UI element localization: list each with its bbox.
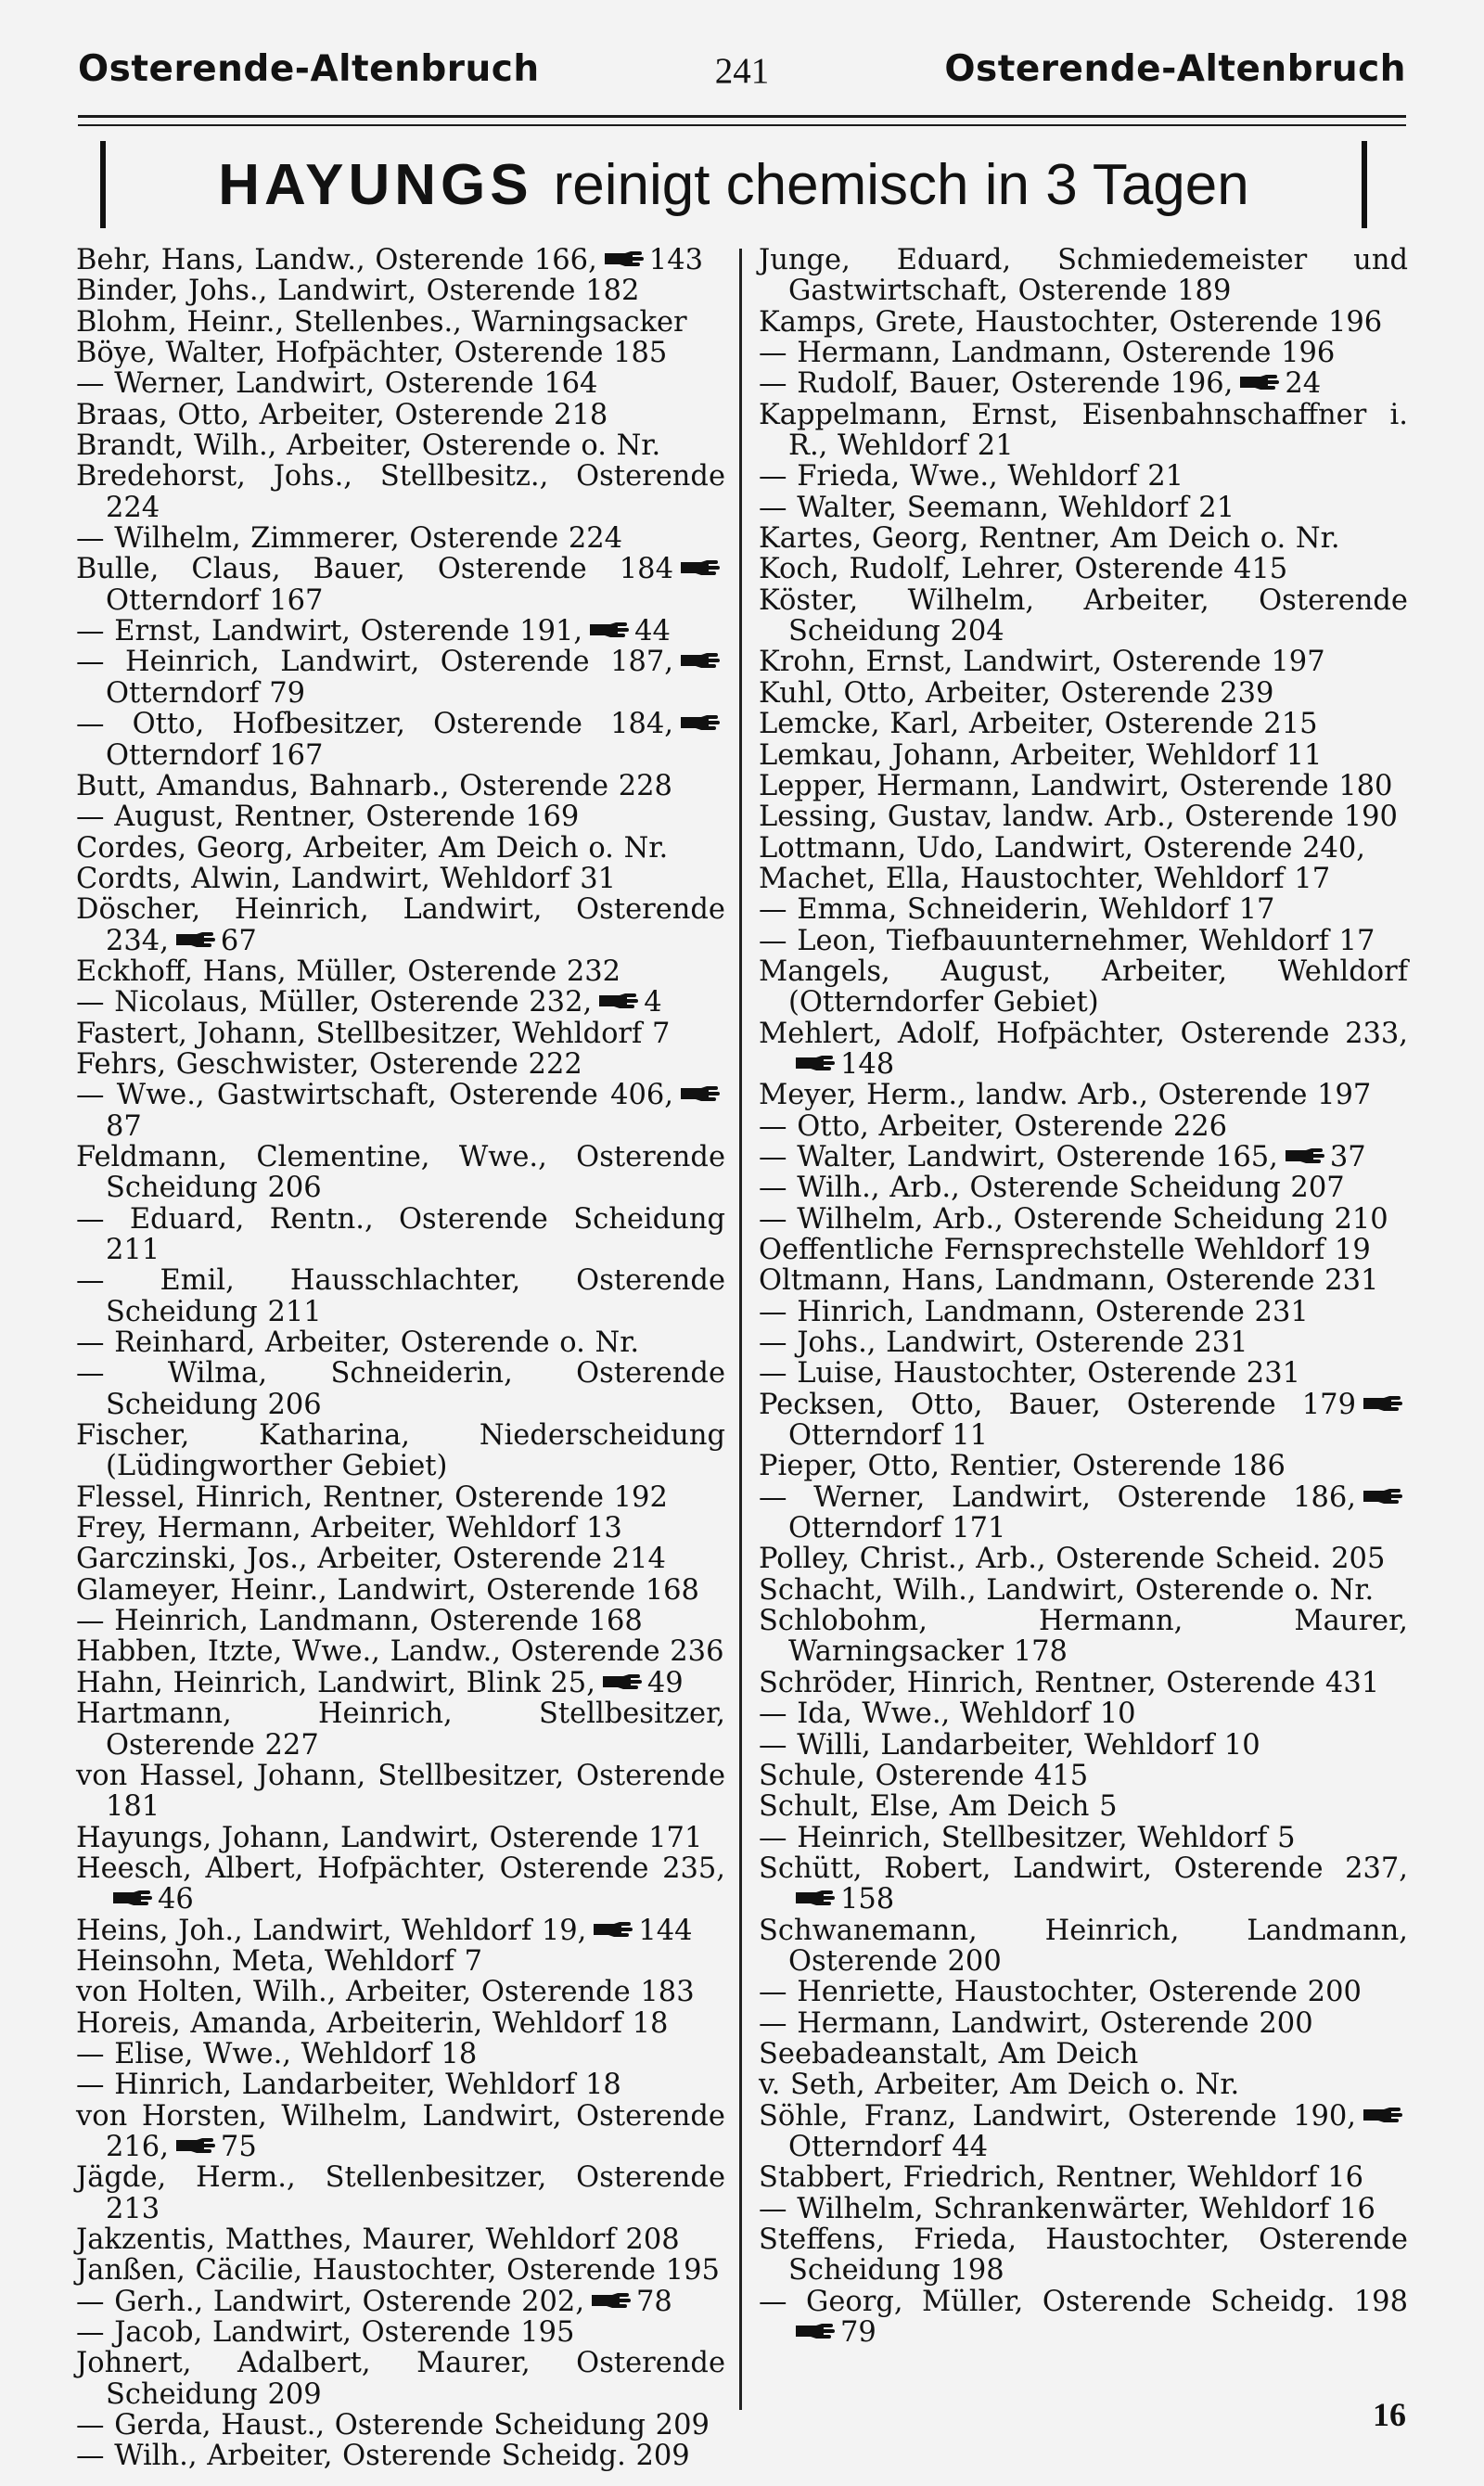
entry-text: Stabbert, Friedrich, Rentner, Wehldorf 16 — [759, 2161, 1363, 2195]
entry-text: Kartes, Georg, Rentner, Am Deich o. Nr. — [759, 522, 1340, 556]
entry-phone: 4 — [644, 986, 662, 1019]
directory-entry — [76, 2441, 725, 2471]
entry-phone: 67 — [220, 924, 257, 957]
entry-text: Lottmann, Udo, Landwirt, Osterende 240, — [759, 831, 1366, 865]
entry-text: Schlobohm, Hermann, Maurer, Warningsacker 178 — [759, 1605, 1408, 1669]
entry-text: Hartmann, Heinrich, Stellbesitzer, Osterende 227 — [76, 1698, 725, 1762]
directory-entry — [76, 1575, 725, 1606]
entry-text: Bulle, Claus, Bauer, Osterende 184 — [76, 553, 673, 586]
directory-entry — [76, 2101, 725, 2163]
entry-text: Frey, Hermann, Arbeiter, Wehldorf 13 — [76, 1512, 622, 1545]
entry-text: — Wilh., Arb., Osterende Scheidung 207 — [759, 1172, 1345, 1205]
entry-phone: 24 — [1285, 367, 1322, 401]
directory-entry — [76, 2317, 725, 2348]
entry-text: Lepper, Hermann, Landwirt, Osterende 180 — [759, 769, 1393, 802]
running-header — [78, 48, 1406, 95]
directory-entry — [76, 554, 725, 616]
directory-entry — [76, 2070, 725, 2100]
left-column-entries — [76, 245, 725, 2472]
entry-text: Meyer, Herm., landw. Arb., Osterende 197 — [759, 1079, 1372, 1112]
telephone-icon — [597, 992, 638, 1008]
entry-text: — Wilma, Schneiderin, Osterende Scheidung 206 — [76, 1357, 725, 1421]
directory-entry — [759, 1761, 1408, 1791]
telephone-icon — [679, 1084, 720, 1101]
entry-text: Oeffentliche Fernsprechstelle Wehldorf 19 — [759, 1234, 1371, 1266]
entry-text: Behr, Hans, Landw., Osterende 166, — [76, 244, 597, 276]
telephone-icon — [1362, 1394, 1402, 1411]
column-divider — [739, 249, 742, 2410]
entry-text: Hayungs, Johann, Landwirt, Osterende 171 — [76, 1821, 703, 1854]
telephone-icon — [794, 2322, 835, 2339]
entry-text: Horeis, Amanda, Arbeiterin, Wehldorf 18 — [76, 2006, 669, 2040]
header-rule-bottom — [78, 124, 1406, 126]
entry-text: Hahn, Heinrich, Landwirt, Blink 25, — [76, 1666, 595, 1699]
directory-entry — [759, 1668, 1408, 1698]
directory-entry — [76, 647, 725, 709]
directory-entry — [76, 1019, 725, 1049]
entry-phone: 37 — [1329, 1140, 1366, 1173]
entry-phone: Otterndorf 79 — [106, 676, 306, 710]
entry-text: von Horsten, Wilhelm, Landwirt, Osterende 216, — [76, 2099, 725, 2163]
entry-text: Machet, Ella, Haustochter, Wehldorf 17 — [759, 862, 1331, 895]
entry-phone: 44 — [634, 615, 671, 648]
entry-text: Heesch, Albert, Hofpächter, Osterende 235, — [76, 1852, 725, 1885]
entry-text: Fastert, Johann, Stellbesitzer, Wehldorf 7 — [76, 1017, 671, 1050]
directory-entry — [76, 276, 725, 306]
entry-text: Schütt, Robert, Landwirt, Osterende 237, — [759, 1852, 1408, 1885]
directory-entry — [759, 1791, 1408, 1822]
telephone-icon — [592, 1920, 633, 1937]
entry-text: Blohm, Heinr., Stellenbes., Warningsacker — [76, 305, 687, 339]
directory-entry — [76, 616, 725, 647]
ad-brand-name: HAYUNGS — [218, 152, 533, 217]
telephone-icon — [794, 1889, 835, 1905]
entry-text: Junge, Eduard, Schmiedemeister und Gastwirtschaft, Osterende 189 — [759, 244, 1408, 308]
directory-entry — [76, 1946, 725, 1977]
directory-entry — [76, 1544, 725, 1574]
directory-entry — [759, 1265, 1408, 1296]
telephone-icon — [174, 2136, 215, 2153]
directory-entry — [76, 709, 725, 771]
directory-entry — [76, 833, 725, 864]
telephone-icon — [111, 1889, 152, 1905]
directory-entry — [759, 1544, 1408, 1574]
entry-phone: 79 — [840, 2316, 876, 2350]
telephone-icon — [679, 651, 720, 668]
entry-text: Bredehorst, Johs., Stellbesitz., Osterende 224 — [76, 460, 725, 524]
entry-text: Seebadeanstalt, Am Deich — [759, 2037, 1139, 2070]
directory-entry — [759, 523, 1408, 554]
entry-text: Schröder, Hinrich, Rentner, Osterende 431 — [759, 1666, 1380, 1699]
directory-entry — [76, 400, 725, 430]
directory-entry — [759, 2194, 1408, 2224]
directory-entry — [759, 1730, 1408, 1761]
directory-entry — [759, 1327, 1408, 1358]
telephone-icon — [679, 713, 720, 730]
directory-entry — [759, 1358, 1408, 1389]
page-number: 241 — [714, 51, 770, 91]
entry-text: Schacht, Wilh., Landwirt, Osterende o. Nr. — [759, 1573, 1375, 1607]
entry-text: — Wilhelm, Schrankenwärter, Wehldorf 16 — [759, 2192, 1375, 2225]
directory-entry — [76, 461, 725, 523]
entry-text: Heinsohn, Meta, Wehldorf 7 — [76, 1944, 483, 1978]
directory-entry — [76, 1698, 725, 1761]
right-column-entries — [759, 245, 1408, 2348]
directory-entry — [76, 1265, 725, 1327]
entry-text: Habben, Itzte, Wwe., Landw., Osterende 236 — [76, 1635, 724, 1669]
entry-text: Glameyer, Heinr., Landwirt, Osterende 168 — [76, 1573, 699, 1607]
entry-text: Köster, Wilhelm, Arbeiter, Osterende Scheidung 204 — [759, 583, 1408, 648]
telephone-icon — [1362, 2106, 1402, 2122]
entry-text: Steffens, Frieda, Haustochter, Osterende Scheidung 198 — [759, 2223, 1408, 2287]
entry-text: Cordes, Georg, Arbeiter, Am Deich o. Nr. — [76, 831, 669, 865]
header-rule-top — [78, 115, 1406, 118]
entry-text: Döscher, Heinrich, Landwirt, Osterende 234, — [76, 893, 725, 957]
directory-entry — [76, 2255, 725, 2286]
entry-text: Eckhoff, Hans, Müller, Osterende 232 — [76, 955, 621, 988]
directory-entry — [759, 1080, 1408, 1110]
directory-entry — [76, 1916, 725, 1946]
entry-text: Fehrs, Geschwister, Osterende 222 — [76, 1047, 582, 1081]
directory-entry — [76, 1668, 725, 1698]
entry-text: Schule, Osterende 415 — [759, 1759, 1089, 1792]
entry-text: — August, Rentner, Osterende 169 — [76, 801, 580, 834]
directory-entry — [759, 801, 1408, 832]
entry-text: Söhle, Franz, Landwirt, Osterende 190, — [759, 2099, 1356, 2133]
entry-text: Feldmann, Clementine, Wwe., Osterende Scheidung 206 — [76, 1140, 725, 1205]
telephone-icon — [1284, 1147, 1324, 1163]
entry-text: Koch, Rudolf, Lehrer, Osterende 415 — [759, 553, 1288, 586]
directory-entry — [759, 740, 1408, 771]
telephone-icon — [174, 930, 215, 947]
directory-entry — [759, 2224, 1408, 2287]
directory-entry — [759, 1606, 1408, 1668]
directory-entry — [759, 554, 1408, 584]
directory-entry — [759, 1698, 1408, 1729]
printer-signature: 16 — [1373, 2396, 1406, 2433]
entry-text: Kamps, Grete, Haustochter, Osterende 196 — [759, 305, 1383, 339]
directory-entry — [76, 2224, 725, 2255]
directory-entry — [76, 1513, 725, 1544]
entry-text: — Emma, Schneiderin, Wehldorf 17 — [759, 893, 1275, 927]
entry-phone: 75 — [220, 2130, 257, 2163]
directory-entry — [76, 864, 725, 894]
directory-entry — [76, 1420, 725, 1482]
directory-entry — [76, 1142, 725, 1204]
directory-entry — [759, 647, 1408, 677]
directory-entry — [76, 2287, 725, 2317]
entry-text: — Walter, Landwirt, Osterende 165, — [759, 1140, 1278, 1173]
entry-text: Braas, Otto, Arbeiter, Osterende 218 — [76, 398, 608, 431]
directory-entry — [76, 1327, 725, 1358]
entry-text: Pieper, Otto, Rentier, Osterende 186 — [759, 1450, 1286, 1483]
entry-text: Johnert, Adalbert, Maurer, Osterende Scheidung 209 — [76, 2347, 725, 2411]
directory-entry — [76, 338, 725, 368]
directory-entry — [76, 368, 725, 399]
directory-entry — [759, 1916, 1408, 1978]
directory-entry — [759, 1204, 1408, 1235]
directory-entry — [76, 956, 725, 987]
directory-entry — [76, 2348, 725, 2410]
entry-text: Binder, Johs., Landwirt, Osterende 182 — [76, 275, 640, 308]
directory-entry — [759, 493, 1408, 523]
directory-entry — [759, 307, 1408, 338]
directory-entry — [759, 2101, 1408, 2163]
telephone-icon — [679, 558, 720, 575]
entry-text: — Hermann, Landwirt, Osterende 200 — [759, 2006, 1313, 2040]
entry-phone: 78 — [636, 2285, 672, 2318]
entry-text: — Elise, Wwe., Wehldorf 18 — [76, 2037, 478, 2070]
entry-text: — Heinrich, Stellbesitzer, Wehldorf 5 — [759, 1821, 1296, 1854]
entry-phone: 148 — [840, 1047, 895, 1081]
directory-entry — [759, 1977, 1408, 2007]
entry-text: Flessel, Hinrich, Rentner, Osterende 192 — [76, 1480, 668, 1514]
directory-entry — [759, 1451, 1408, 1481]
directory-entry — [759, 833, 1408, 864]
directory-entry — [759, 2070, 1408, 2100]
directory-entry — [76, 1606, 725, 1636]
entry-text: — Wilhelm, Zimmerer, Osterende 224 — [76, 522, 623, 556]
directory-entry — [76, 1977, 725, 2007]
entry-text: — Hinrich, Landmann, Osterende 231 — [759, 1295, 1309, 1328]
directory-entry — [759, 2287, 1408, 2349]
entry-text: Jägde, Herm., Stellenbesitzer, Osterende 213 — [76, 2161, 725, 2225]
directory-entry — [76, 2162, 725, 2224]
entry-phone: 87 — [106, 1109, 142, 1143]
directory-entry — [76, 2039, 725, 2070]
entry-text: Jakzentis, Matthes, Maurer, Wehldorf 208 — [76, 2223, 680, 2256]
entry-text: von Holten, Wilh., Arbeiter, Osterende 183 — [76, 1976, 695, 2009]
directory-entry — [76, 1049, 725, 1080]
directory-entry — [759, 771, 1408, 801]
telephone-icon — [794, 1054, 835, 1070]
directory-entry — [76, 894, 725, 956]
entry-text: — Johs., Landwirt, Osterende 231 — [759, 1326, 1248, 1360]
directory-entry — [759, 338, 1408, 368]
directory-entry — [76, 523, 725, 554]
entry-text: Janßen, Cäcilie, Haustochter, Osterende 195 — [76, 2254, 720, 2287]
entry-text: Pecksen, Otto, Bauer, Osterende 179 — [759, 1388, 1356, 1421]
entry-text: — Heinrich, Landmann, Osterende 168 — [76, 1605, 643, 1638]
telephone-icon — [588, 621, 629, 637]
entry-text: Fischer, Katharina, Niederscheidung (Lüdingworther Gebiet) — [76, 1419, 725, 1483]
entry-text: — Wilh., Arbeiter, Osterende Scheidg. 209 — [76, 2440, 690, 2473]
directory-entry — [759, 678, 1408, 709]
entry-text: — Leon, Tiefbauunternehmer, Wehldorf 17 — [759, 924, 1375, 957]
directory-entry — [76, 987, 725, 1018]
entry-text: Polley, Christ., Arb., Osterende Scheid. 205 — [759, 1543, 1386, 1576]
directory-entry — [76, 1204, 725, 1266]
telephone-icon — [1362, 1487, 1402, 1504]
entry-text: — Heinrich, Landwirt, Osterende 187, — [76, 646, 673, 679]
entry-phone: 46 — [158, 1883, 194, 1916]
entry-text: — Wilhelm, Arb., Osterende Scheidung 210 — [759, 1202, 1388, 1236]
entry-text: — Reinhard, Arbeiter, Osterende o. Nr. — [76, 1326, 640, 1360]
entry-phone: 158 — [840, 1883, 895, 1916]
entry-text: — Frieda, Wwe., Wehldorf 21 — [759, 460, 1184, 493]
directory-entry — [76, 2410, 725, 2441]
directory-entry — [759, 400, 1408, 462]
entry-text: Brandt, Wilh., Arbeiter, Osterende o. Nr. — [76, 429, 661, 463]
entry-text: Mangels, August, Arbeiter, Wehldorf (Otterndorfer Gebiet) — [759, 955, 1408, 1019]
entry-phone: Otterndorf 167 — [106, 738, 324, 772]
entry-text: Oltmann, Hans, Landmann, Osterende 231 — [759, 1264, 1379, 1298]
telephone-icon — [601, 1672, 642, 1689]
entry-text: — Luise, Haustochter, Osterende 231 — [759, 1357, 1301, 1390]
entry-text: Böye, Walter, Hofpächter, Osterende 185 — [76, 337, 668, 370]
entry-text: Butt, Amandus, Bahnarb., Osterende 228 — [76, 769, 672, 802]
directory-entry — [759, 368, 1408, 399]
entry-text: — Eduard, Rentn., Osterende Scheidung 211 — [76, 1202, 725, 1266]
entry-text: — Walter, Seemann, Wehldorf 21 — [759, 491, 1235, 524]
entry-text: — Otto, Arbeiter, Osterende 226 — [759, 1109, 1228, 1143]
directory-entry — [759, 2039, 1408, 2070]
entry-text: Schult, Else, Am Deich 5 — [759, 1790, 1118, 1824]
directory-entry — [759, 1019, 1408, 1081]
directory-entry — [759, 245, 1408, 307]
entry-text: — Ida, Wwe., Wehldorf 10 — [759, 1698, 1136, 1731]
directory-entry — [759, 1390, 1408, 1452]
telephone-icon — [1238, 373, 1279, 390]
entry-text: Schwanemann, Heinrich, Landmann, Osterende 200 — [759, 1914, 1408, 1978]
entry-text: — Gerda, Haust., Osterende Scheidung 209 — [76, 2409, 710, 2442]
entry-text: — Otto, Hofbesitzer, Osterende 184, — [76, 708, 673, 741]
entry-text: — Nicolaus, Müller, Osterende 232, — [76, 986, 593, 1019]
entry-phone: Otterndorf 44 — [788, 2130, 989, 2163]
directory-entry — [76, 801, 725, 832]
entry-text: Krohn, Ernst, Landwirt, Osterende 197 — [759, 646, 1325, 679]
directory-entry — [759, 1482, 1408, 1544]
entry-text: Lemcke, Karl, Arbeiter, Osterende 215 — [759, 708, 1318, 741]
telephone-icon — [590, 2291, 631, 2308]
entry-text: — Werner, Landwirt, Osterende 164 — [76, 367, 598, 401]
directory-entry — [76, 307, 725, 338]
entry-text: von Hassel, Johann, Stellbesitzer, Osterende 181 — [76, 1759, 725, 1824]
entry-text: — Werner, Landwirt, Osterende 186, — [759, 1480, 1356, 1514]
entry-text: — Rudolf, Bauer, Osterende 196, — [759, 367, 1234, 401]
directory-entry — [759, 894, 1408, 925]
directory-entry — [76, 1636, 725, 1667]
header-place-left: Osterende-Altenbruch — [78, 48, 540, 90]
entry-text: Mehlert, Adolf, Hofpächter, Osterende 233, — [759, 1017, 1408, 1050]
directory-entry — [759, 709, 1408, 739]
entry-text: Lemkau, Johann, Arbeiter, Wehldorf 11 — [759, 738, 1323, 772]
entry-phone: 49 — [646, 1666, 684, 1699]
entry-text: Cordts, Alwin, Landwirt, Wehldorf 31 — [76, 862, 617, 895]
directory-entry — [759, 2162, 1408, 2193]
directory-entry — [759, 926, 1408, 956]
directory-entry — [759, 1111, 1408, 1142]
directory-entry — [759, 1235, 1408, 1265]
directory-entry — [759, 864, 1408, 894]
entry-text: — Gerh., Landwirt, Osterende 202, — [76, 2285, 585, 2318]
entry-text: — Emil, Hausschlachter, Osterende Scheidung 211 — [76, 1264, 725, 1328]
entry-text: v. Seth, Arbeiter, Am Deich o. Nr. — [759, 2069, 1240, 2102]
directory-entry — [76, 1823, 725, 1853]
directory-entry — [759, 1173, 1408, 1203]
entry-text: — Henriette, Haustochter, Osterende 200 — [759, 1976, 1362, 2009]
entry-text: Lessing, Gustav, landw. Arb., Osterende 190 — [759, 801, 1398, 834]
entry-text: — Willi, Landarbeiter, Wehldorf 10 — [759, 1728, 1260, 1762]
entry-phone: 144 — [638, 1914, 693, 1947]
entry-phone: 143 — [648, 244, 704, 276]
directory-entry — [76, 2008, 725, 2039]
entry-phone: Otterndorf 171 — [788, 1512, 1006, 1545]
directory-entry — [76, 430, 725, 461]
directory-entry — [759, 1853, 1408, 1916]
directory-entry — [76, 1080, 725, 1142]
directory-entry — [759, 1575, 1408, 1606]
directory-entry — [759, 1297, 1408, 1327]
directory-entry — [759, 956, 1408, 1019]
entry-text: — Hinrich, Landarbeiter, Wehldorf 18 — [76, 2069, 621, 2102]
directory-entry — [759, 1142, 1408, 1173]
directory-entry — [759, 585, 1408, 647]
directory-entry — [76, 1761, 725, 1823]
advertisement-banner — [100, 141, 1367, 228]
entry-text: — Hermann, Landmann, Osterende 196 — [759, 337, 1336, 370]
header-place-right: Osterende-Altenbruch — [944, 48, 1406, 90]
directory-entry — [76, 245, 725, 276]
ad-slogan: reinigt chemisch in 3 Tagen — [553, 152, 1249, 217]
directory-entry — [76, 771, 725, 801]
directory-entry — [759, 1823, 1408, 1853]
entry-phone: Otterndorf 167 — [106, 583, 324, 617]
entry-phone: Otterndorf 11 — [788, 1419, 989, 1453]
entry-text: — Ernst, Landwirt, Osterende 191, — [76, 615, 583, 648]
entry-text: — Wwe., Gastwirtschaft, Osterende 406, — [76, 1079, 673, 1112]
telephone-icon — [603, 250, 644, 266]
directory-entry — [76, 1482, 725, 1513]
entry-text: Garczinski, Jos., Arbeiter, Osterende 214 — [76, 1543, 666, 1576]
directory-entry — [76, 1853, 725, 1916]
entry-text: — Jacob, Landwirt, Osterende 195 — [76, 2316, 575, 2350]
directory-entry — [76, 1358, 725, 1420]
directory-entry — [759, 461, 1408, 492]
entry-text: Kuhl, Otto, Arbeiter, Osterende 239 — [759, 676, 1274, 710]
entry-text: — Georg, Müller, Osterende Scheidg. 198 — [759, 2285, 1408, 2318]
entry-text: Heins, Joh., Landwirt, Wehldorf 19, — [76, 1914, 587, 1947]
directory-entry — [759, 2008, 1408, 2039]
entry-text: Kappelmann, Ernst, Eisenbahnschaffner i. R., Wehldorf 21 — [759, 398, 1408, 463]
